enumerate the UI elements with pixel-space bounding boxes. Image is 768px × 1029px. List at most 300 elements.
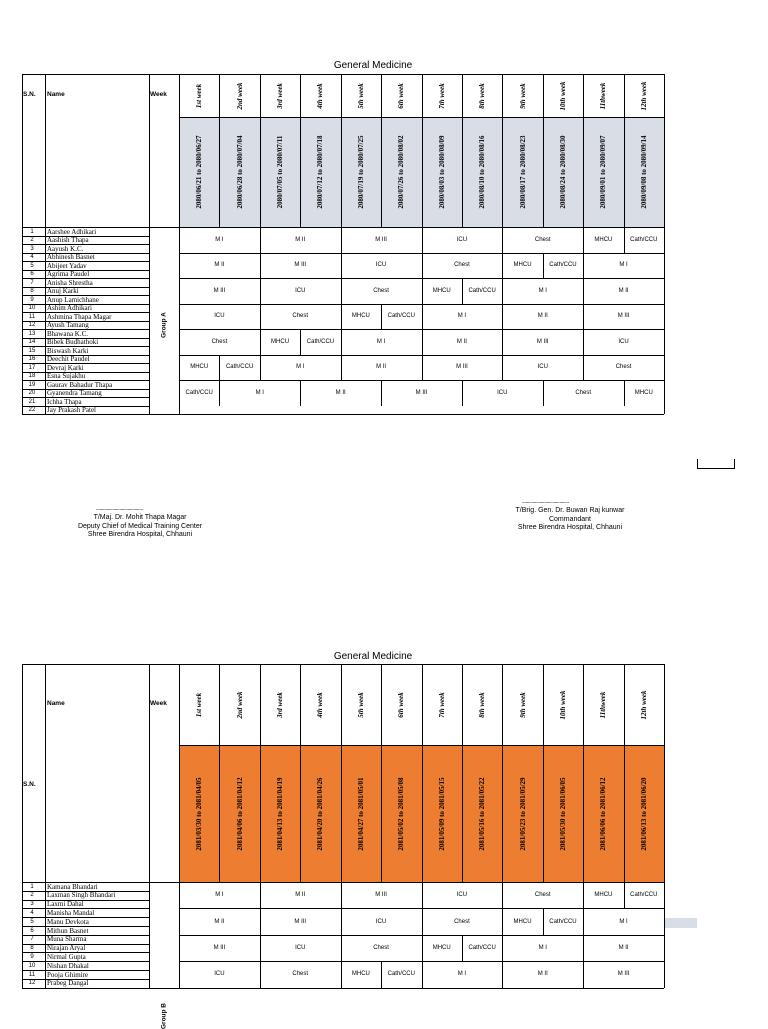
student-name: Muna Sharma xyxy=(47,935,87,944)
grid-line xyxy=(341,935,342,961)
week-date-range: 2080/06/28 to 2080/07/04 xyxy=(235,135,244,209)
rotation-cell: M III xyxy=(617,971,630,978)
student-sn: 1 xyxy=(30,228,34,235)
grid-line xyxy=(22,935,149,936)
rotation-cell: M III xyxy=(213,287,226,294)
grid-line xyxy=(260,908,261,934)
signer-name: T/Brig. Gen. Dr. Buwan Raj kunwar xyxy=(515,507,625,514)
rotation-cell: Cath/CCU xyxy=(630,892,658,899)
grid-line xyxy=(502,304,503,330)
section-title: General Medicine xyxy=(333,651,413,662)
student-sn: 10 xyxy=(28,962,36,969)
grid-line xyxy=(543,664,544,882)
rotation-cell: Chest xyxy=(534,892,551,899)
grid-line xyxy=(179,961,664,962)
week-date-range: 2080/06/21 to 2080/06/27 xyxy=(195,135,204,209)
rotation-cell: M II xyxy=(618,944,629,951)
week-label: 3rd week xyxy=(276,82,285,109)
week-label: 4th week xyxy=(316,82,325,109)
week-date-range: 2080/08/24 to 2080/08/30 xyxy=(558,135,567,209)
week-label: 8th week xyxy=(478,691,487,718)
rotation-cell: ICU xyxy=(295,944,306,951)
student-sn: 3 xyxy=(30,245,34,252)
grid-line xyxy=(543,380,544,406)
week-label: 12th week xyxy=(639,81,648,110)
grid-line xyxy=(179,908,664,909)
grid-line xyxy=(22,270,149,271)
week-date-range: 2081/03/30 to 2081/04/05 xyxy=(195,776,204,851)
student-sn: 8 xyxy=(30,945,34,952)
rotation-cell: MHCU xyxy=(432,287,451,294)
student-sn: 17 xyxy=(28,364,36,371)
rotation-cell: M III xyxy=(536,338,549,345)
student-name: Bibek Budhathoki xyxy=(47,338,99,346)
week-date-range: 2081/06/06 to 2081/06/12 xyxy=(599,776,608,851)
rotation-cell: M I xyxy=(538,944,547,951)
week-date-range: 2081/05/09 to 2081/05/15 xyxy=(437,776,446,851)
student-sn: 5 xyxy=(30,262,34,269)
grid-line xyxy=(22,261,149,262)
week-date-range: 2081/05/16 to 2081/05/22 xyxy=(478,776,487,851)
grid-line xyxy=(179,329,664,330)
grid-line xyxy=(22,397,149,398)
rotation-cell: ICU xyxy=(375,262,387,269)
grid-line xyxy=(260,664,261,882)
student-sn: 19 xyxy=(28,381,36,388)
week-label: 3rd week xyxy=(276,691,285,718)
student-name: Deechit Paudel xyxy=(47,355,90,363)
signer-name: T/Maj. Dr. Mohit Thapa Magar xyxy=(93,514,187,521)
grid-line xyxy=(22,338,149,339)
rotation-cell: ICU xyxy=(618,338,629,345)
group-label: Group A xyxy=(160,312,168,338)
grid-line xyxy=(260,329,261,355)
grid-line xyxy=(341,227,342,253)
week-date-range: 2080/08/03 to 2080/08/09 xyxy=(437,135,446,209)
grid-line xyxy=(422,329,423,355)
student-sn: 15 xyxy=(28,347,36,354)
week-label: 11thweek xyxy=(599,691,608,718)
grid-line xyxy=(45,664,46,988)
grid-line xyxy=(22,355,149,356)
week-label: 1st week xyxy=(195,83,204,108)
rotation-cell: MHCU xyxy=(513,262,532,269)
week-label: 1st week xyxy=(195,692,204,717)
rotation-cell: MHCU xyxy=(351,313,370,320)
week-date-range: 2081/05/23 to 2081/05/29 xyxy=(518,776,527,851)
grid-line xyxy=(664,664,665,988)
rotation-cell: Cath/CCU xyxy=(225,364,254,371)
rotation-cell: ICU xyxy=(537,364,548,371)
student-sn: 7 xyxy=(30,936,34,943)
grid-line xyxy=(624,227,625,253)
rotation-cell: M II xyxy=(537,313,548,320)
grid-line xyxy=(341,664,342,882)
week-label: 8th week xyxy=(478,82,487,109)
grid-line xyxy=(219,74,220,227)
student-name: Nirajan Aryal xyxy=(47,944,86,953)
rotation-cell: Cath/CCU xyxy=(306,338,335,345)
grid-line xyxy=(462,278,463,304)
grid-line xyxy=(502,664,503,882)
grid-line xyxy=(260,935,261,961)
grid-line xyxy=(624,74,625,227)
signer-title: Commandant xyxy=(548,515,592,523)
grid-line xyxy=(422,278,423,304)
rotation-cell: MHCU xyxy=(634,389,653,396)
student-sn: 10 xyxy=(28,305,36,311)
rotation-cell: Chest xyxy=(292,971,309,978)
grid-line xyxy=(624,380,625,406)
rotation-cell: Chest xyxy=(454,262,470,269)
name-header: Name xyxy=(47,700,65,707)
grid-line xyxy=(462,935,463,961)
grid-line xyxy=(22,917,149,918)
student-sn: 20 xyxy=(28,390,36,396)
grid-line xyxy=(462,74,463,227)
grid-line xyxy=(341,304,342,330)
student-name: Manu Devkota xyxy=(47,917,89,926)
rotation-cell: MHCU xyxy=(594,892,613,899)
grid-line xyxy=(462,664,463,882)
grid-line xyxy=(22,346,149,347)
rotation-cell: ICU xyxy=(214,971,225,978)
signature-line: ........................................ xyxy=(522,499,569,505)
rotation-cell: Chest xyxy=(615,364,632,371)
grid-line xyxy=(22,900,149,901)
student-sn: 5 xyxy=(30,918,34,925)
signer-institution: Shree Birendra Hospital, Chhauni xyxy=(517,524,623,531)
grid-line xyxy=(22,961,149,962)
grid-line xyxy=(502,882,503,908)
grid-line xyxy=(462,380,463,406)
week-date-range: 2080/07/12 to 2080/07/18 xyxy=(316,135,325,209)
grid-line xyxy=(543,74,544,227)
rotation-cell: M II xyxy=(214,262,225,269)
grid-line xyxy=(583,278,584,304)
rotation-cell: M II xyxy=(295,892,306,899)
grid-line xyxy=(502,355,503,381)
grid-line xyxy=(583,329,584,355)
scroll-marker xyxy=(665,918,697,928)
week-date-range: 2080/09/01 to 2080/09/07 xyxy=(599,135,608,209)
rotation-cell: M II xyxy=(376,364,387,371)
grid-line xyxy=(260,304,261,330)
rotation-cell: M II xyxy=(214,918,225,925)
grid-line xyxy=(381,304,382,330)
student-sn: 6 xyxy=(30,927,34,934)
student-name: Jay Prakash Patel xyxy=(47,406,96,414)
rotation-cell: Chest xyxy=(373,287,389,294)
student-name: Gyanendra Tamang xyxy=(47,389,102,397)
student-name: Laxmi Dahal xyxy=(47,900,84,909)
rotation-cell: M III xyxy=(375,892,387,899)
student-name: Prabeg Dangal xyxy=(47,979,89,988)
grid-line xyxy=(502,329,503,355)
student-sn: 6 xyxy=(30,271,34,277)
student-sn: 9 xyxy=(30,296,34,303)
rotation-cell: Cath/CCU xyxy=(387,971,415,978)
student-sn: 8 xyxy=(30,288,34,294)
grid-line xyxy=(422,908,423,934)
grid-line xyxy=(22,236,149,237)
student-name: Laxman Singh Bhandari xyxy=(47,891,116,900)
grid-line xyxy=(22,372,149,373)
rotation-cell: Cath/CCU xyxy=(387,313,415,320)
rotation-cell: ICU xyxy=(375,918,387,925)
grid-line xyxy=(341,253,342,279)
student-sn: 12 xyxy=(28,322,36,328)
grid-line xyxy=(22,979,149,980)
student-sn: 22 xyxy=(28,407,36,413)
sn-header: S.N. xyxy=(23,91,36,98)
student-name: Ashim Adhikari xyxy=(47,304,92,312)
student-name: Mithun Basnet xyxy=(47,926,89,935)
grid-line xyxy=(22,891,149,892)
week-date-range: 2080/07/19 to 2080/07/25 xyxy=(356,135,365,209)
student-name: Aashish Thapa xyxy=(47,236,89,244)
grid-line xyxy=(543,908,544,934)
rotation-cell: M III xyxy=(375,236,387,243)
rotation-cell: Cath/CCU xyxy=(468,944,496,951)
grid-line xyxy=(583,304,584,330)
grid-line xyxy=(219,355,220,381)
grid-line xyxy=(502,74,503,227)
rotation-cell: MHCU xyxy=(190,364,209,371)
grid-line xyxy=(341,74,342,227)
rotation-cell: Chest xyxy=(211,338,228,345)
grid-line xyxy=(22,312,149,313)
grid-line xyxy=(219,664,220,882)
grid-line xyxy=(583,882,584,908)
rotation-cell: Cath/CCU xyxy=(185,389,213,396)
student-sn: 4 xyxy=(30,254,34,260)
grid-line xyxy=(341,329,342,355)
student-name: Aayush K.C. xyxy=(47,244,84,253)
grid-line xyxy=(179,304,664,305)
grid-line xyxy=(583,908,584,934)
week-header: Week xyxy=(150,91,167,98)
week-date-range: 2081/04/13 to 2081/04/19 xyxy=(276,776,285,851)
rotation-cell: M II xyxy=(456,338,467,345)
grid-line xyxy=(583,253,584,279)
student-name: Agrima Paudel xyxy=(47,270,90,278)
student-sn: 18 xyxy=(28,373,36,379)
rotation-cell: M III xyxy=(294,918,307,925)
rotation-cell: M I xyxy=(619,918,628,925)
grid-line xyxy=(22,321,149,322)
grid-line xyxy=(300,664,301,882)
group-label: Group B xyxy=(160,1003,168,1029)
rotation-cell: Cath/CCU xyxy=(549,918,577,925)
grid-line xyxy=(341,908,342,934)
grid-line xyxy=(22,970,149,971)
grid-line xyxy=(260,253,261,279)
name-header: Name xyxy=(47,91,65,98)
grid-line xyxy=(381,961,382,987)
student-name: Ashmina Thapa Magar xyxy=(47,312,112,321)
grid-line xyxy=(22,414,664,415)
week-label: 2nd week xyxy=(235,81,244,110)
grid-line xyxy=(422,227,423,253)
student-sn: 16 xyxy=(28,356,36,362)
rotation-cell: M II xyxy=(537,971,548,978)
rotation-cell: ICU xyxy=(456,236,468,243)
week-label: 6th week xyxy=(397,82,406,109)
student-name: Anisha Shrestha xyxy=(47,278,93,287)
student-sn: 1 xyxy=(30,883,34,890)
week-date-range: 2081/04/27 to 2081/05/01 xyxy=(356,776,365,851)
week-label: 7th week xyxy=(437,691,446,718)
student-sn: 9 xyxy=(30,953,34,960)
grid-line xyxy=(502,908,503,934)
student-name: Bhawana K.C. xyxy=(47,329,89,338)
grid-line xyxy=(381,74,382,227)
rotation-cell: MHCU xyxy=(271,338,290,345)
grid-line xyxy=(260,882,261,908)
grid-line xyxy=(149,74,150,414)
student-sn: 4 xyxy=(30,909,34,916)
signer-title: Deputy Chief of Medical Training Center xyxy=(77,522,203,530)
rotation-cell: M I xyxy=(376,338,386,345)
rotation-cell: ICU xyxy=(497,389,508,396)
rotation-cell: M II xyxy=(295,236,306,243)
grid-line xyxy=(422,253,423,279)
student-sn: 13 xyxy=(28,330,36,337)
rotation-cell: MHCU xyxy=(513,918,532,925)
grid-line xyxy=(22,295,149,296)
grid-line xyxy=(422,664,423,882)
grid-line xyxy=(22,406,149,407)
rotation-cell: ICU xyxy=(214,313,225,320)
grid-line xyxy=(502,935,503,961)
week-date-range: 2081/05/02 to 2081/05/08 xyxy=(397,776,406,851)
rotation-cell: MHCU xyxy=(351,971,370,978)
grid-line xyxy=(341,961,342,987)
rotation-cell: Cath/CCU xyxy=(630,236,658,243)
week-date-range: 2080/09/08 to 2080/09/14 xyxy=(639,135,648,209)
week-date-range: 2081/05/30 to 2081/06/05 xyxy=(558,776,567,851)
rotation-cell: Chest xyxy=(292,313,309,320)
week-date-range: 2081/04/20 to 2081/04/26 xyxy=(316,776,325,851)
grid-line xyxy=(260,74,261,227)
student-name: Anup Lamichhane xyxy=(47,295,99,304)
rotation-cell: M III xyxy=(294,262,307,269)
grid-line xyxy=(219,380,220,406)
grid-line xyxy=(22,944,149,945)
grid-line xyxy=(22,380,149,381)
student-name: Nishan Dhakal xyxy=(47,961,89,970)
grid-line xyxy=(502,253,503,279)
grid-line xyxy=(502,278,503,304)
grid-line xyxy=(179,935,664,936)
grid-line xyxy=(543,253,544,279)
grid-line xyxy=(22,304,149,305)
rotation-cell: M I xyxy=(538,287,547,294)
margin-bracket xyxy=(697,459,735,469)
grid-line xyxy=(260,227,261,253)
rotation-cell: Chest xyxy=(454,918,470,925)
section-title: General Medicine xyxy=(333,60,413,71)
rotation-cell: M III xyxy=(617,313,630,320)
grid-line xyxy=(300,380,301,406)
grid-line xyxy=(22,278,149,279)
grid-line xyxy=(664,74,665,414)
week-label: 11thweek xyxy=(599,82,608,109)
grid-line xyxy=(179,380,664,381)
rotation-cell: ICU xyxy=(295,287,306,294)
grid-line xyxy=(422,882,423,908)
grid-line xyxy=(22,74,664,75)
sn-header: S.N. xyxy=(23,781,36,788)
grid-line xyxy=(422,935,423,961)
grid-line xyxy=(583,664,584,882)
week-label: 7th week xyxy=(437,82,446,109)
rotation-cell: M I xyxy=(215,236,224,243)
student-name: Biswash Karki xyxy=(47,346,89,355)
grid-line xyxy=(300,329,301,355)
week-date-range: 2080/07/05 to 2080/07/11 xyxy=(276,135,285,209)
rotation-cell: M III xyxy=(213,944,226,951)
student-name: Devraj Karki xyxy=(47,363,84,372)
rotation-cell: Chest xyxy=(575,389,591,396)
grid-line xyxy=(341,355,342,381)
student-name: Manisha Mandal xyxy=(47,908,95,917)
rotation-cell: M I xyxy=(255,389,264,396)
student-name: Ayush Tamang xyxy=(47,321,89,329)
rotation-cell: Chest xyxy=(534,236,551,243)
rotation-cell: MHCU xyxy=(432,944,451,951)
signer-institution: Shree Birendra Hospital, Chhauni xyxy=(87,531,193,538)
student-sn: 11 xyxy=(28,971,36,978)
grid-line xyxy=(22,363,149,364)
grid-line xyxy=(22,244,149,245)
grid-line xyxy=(179,355,664,356)
rotation-cell: M III xyxy=(456,364,468,371)
student-name: Kamana Bhandari xyxy=(47,882,98,891)
grid-line xyxy=(583,961,584,987)
grid-line xyxy=(22,287,149,288)
student-sn: 2 xyxy=(30,892,34,899)
student-name: Gaurav Bahadur Thapa xyxy=(47,380,113,389)
student-sn: 7 xyxy=(30,279,34,286)
rotation-cell: M II xyxy=(335,389,346,396)
week-label: 5th week xyxy=(356,82,365,109)
student-sn: 3 xyxy=(30,901,34,908)
student-sn: 21 xyxy=(28,398,36,405)
week-label: 9th week xyxy=(518,82,527,109)
rotation-cell: M I xyxy=(215,892,224,899)
week-label: 10th week xyxy=(558,690,567,719)
grid-line xyxy=(583,227,584,253)
student-name: Aarshee Adhikari xyxy=(47,227,97,236)
grid-line xyxy=(22,664,664,665)
week-date-range: 2080/08/17 to 2080/08/23 xyxy=(518,135,527,209)
grid-line xyxy=(624,882,625,908)
week-date-range: 2081/04/06 to 2081/04/12 xyxy=(235,776,244,851)
grid-line xyxy=(22,952,149,953)
week-label: 4th week xyxy=(316,691,325,718)
student-name: Abijeet Yadav xyxy=(47,261,87,270)
week-label: 12th week xyxy=(639,690,648,719)
week-header: Week xyxy=(150,700,167,707)
week-date-range: 2080/08/10 to 2080/08/16 xyxy=(478,135,487,209)
student-name: Abhinesh Basnet xyxy=(47,253,95,261)
grid-line xyxy=(502,961,503,987)
grid-line xyxy=(502,227,503,253)
week-label: 10th week xyxy=(558,81,567,110)
signature-line: ........................................ xyxy=(96,506,143,512)
